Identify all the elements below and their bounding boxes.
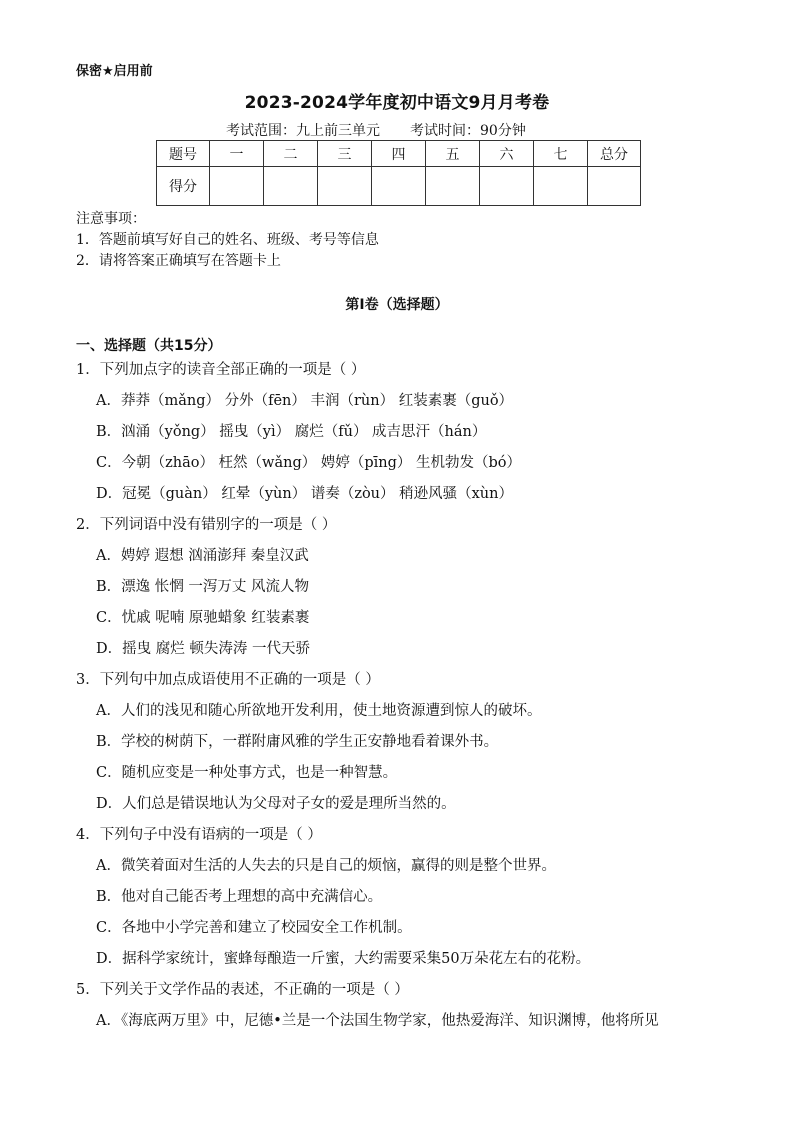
score-entry [264,167,318,206]
score-entry [372,167,426,206]
question-option: A．娉婷 遐想 汹涌澎拜 秦皇汉武 [96,548,309,564]
score-entry [588,167,641,206]
confidential-label: 保密★启用前 [76,64,153,79]
question-option: B．漂逸 怅惘 一泻万丈 风流人物 [96,579,309,595]
question-option: D．冠冕（guàn） 红晕（yùn） 谱奏（zòu） 稍逊风骚（xùn） [96,486,513,502]
score-entry [318,167,372,206]
score-cell: 四 [372,141,426,167]
exam-title: 2023-2024学年度初中语文9月月考卷 [244,93,550,113]
score-table-score-row [157,167,641,206]
question-option: C．随机应变是一种处事方式，也是一种智慧。 [96,765,398,781]
question-option: D．据科学家统计，蜜蜂每酿造一斤蜜，大约需要采集50万朵花左右的花粉。 [96,951,591,967]
question-stem: 2．下列词语中没有错别字的一项是（ ） [76,517,337,533]
exam-meta [226,120,526,140]
question-option: A．人们的浅见和随心所欲地开发利用，使土地资源遭到惊人的破坏。 [96,703,542,719]
score-table [156,140,641,206]
score-entry [480,167,534,206]
score-table-header-row [157,141,641,167]
notes [76,209,379,272]
note-item: 1．答题前填写好自己的姓名、班级、考号等信息 [76,232,379,248]
question-list [76,360,736,1042]
section-title: 一、选择题（共15分） [76,338,222,354]
note-item: 2．请将答案正确填写在答题卡上 [76,253,281,269]
score-cell: 二 [264,141,318,167]
question-option: B．他对自己能否考上理想的高中充满信心。 [96,889,383,905]
question-option: A．《海底两万里》中，尼德•兰是一个法国生物学家，他热爱海洋、知识渊博，他将所见 [96,1013,659,1029]
question-option: C．忧戚 呢喃 原驰蜡象 红装素裹 [96,610,310,626]
question-stem: 4．下列句子中没有语病的一项是（ ） [76,827,322,843]
score-cell: 题号 [157,141,210,167]
question-stem: 5．下列关于文学作品的表述，不正确的一项是（ ） [76,982,409,998]
question-option: D．摇曳 腐烂 顿失涛涛 一代天骄 [96,641,310,657]
score-cell: 一 [210,141,264,167]
exam-scope: 考试范围：九上前三单元 [226,123,380,139]
score-cell: 七 [534,141,588,167]
score-cell: 总分 [588,141,641,167]
score-cell: 三 [318,141,372,167]
question-option: C．各地中小学完善和建立了校园安全工作机制。 [96,920,412,936]
question-option: C．今朝（zhāo） 枉然（wǎng） 娉婷（pīng） 生机勃发（bó） [96,455,522,471]
question-option: A．微笑着面对生活的人失去的只是自己的烦恼，赢得的则是整个世界。 [96,858,556,874]
question-stem: 3．下列句中加点成语使用不正确的一项是（ ） [76,672,380,688]
score-row-label: 得分 [157,167,210,206]
notes-heading: 注意事项： [76,211,146,227]
score-cell: 五 [426,141,480,167]
score-entry [534,167,588,206]
question-stem: 1．下列加点字的读音全部正确的一项是（ ） [76,362,366,378]
question-option: B．学校的树荫下，一群附庸风雅的学生正安静地看着课外书。 [96,734,499,750]
exam-time: 考试时间：90分钟 [410,123,526,139]
score-entry [210,167,264,206]
score-cell: 六 [480,141,534,167]
part-title: 第I卷（选择题） [345,297,449,313]
question-option: B．汹涌（yǒng） 摇曳（yì） 腐烂（fǔ） 成吉思汗（hán） [96,424,487,440]
question-option: D．人们总是错误地认为父母对子女的爱是理所当然的。 [96,796,456,812]
question-option: A．莽莽（mǎng） 分外（fēn） 丰润（rùn） 红装素裹（guǒ） [96,393,514,409]
score-entry [426,167,480,206]
